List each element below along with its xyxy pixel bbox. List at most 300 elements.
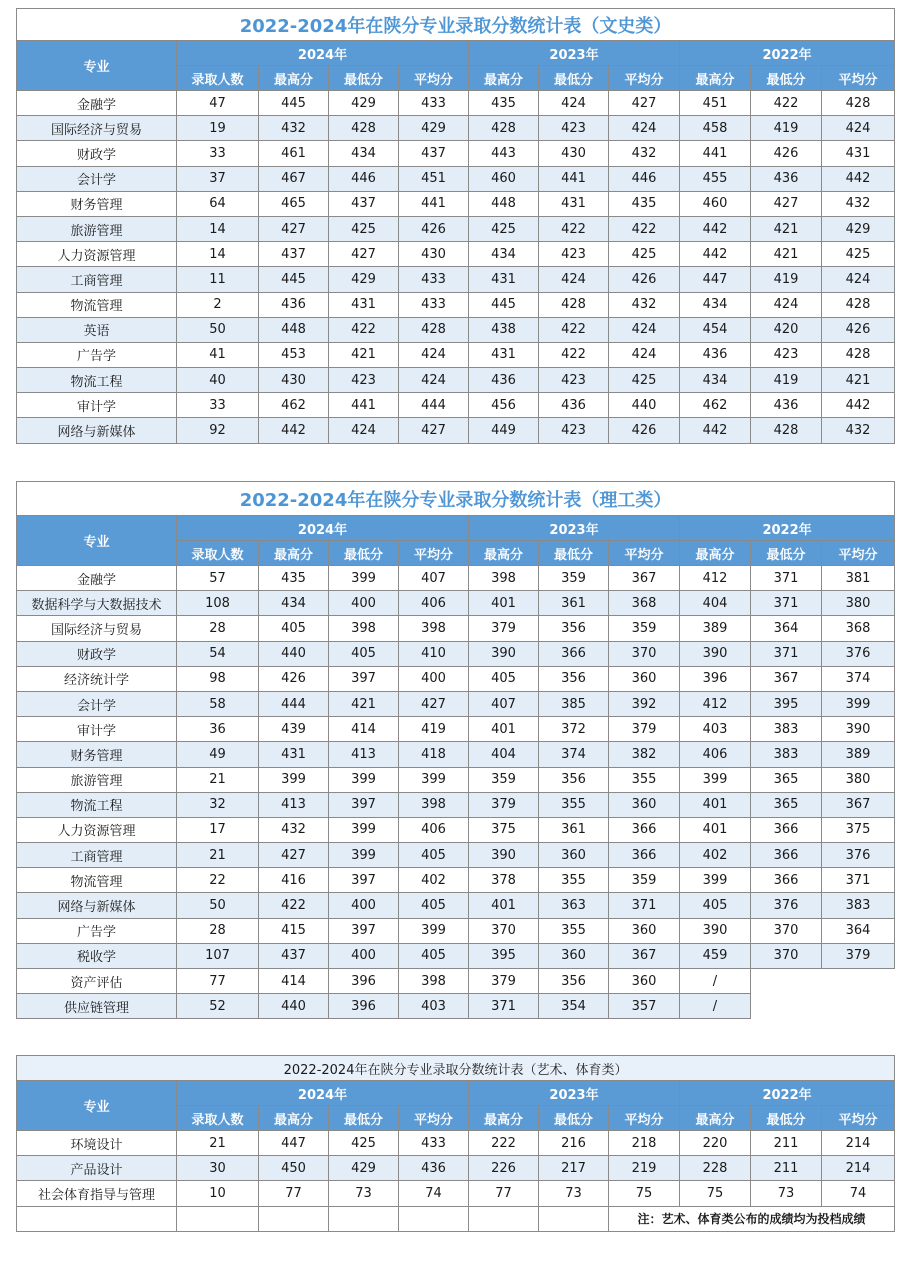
score-cell: 423: [329, 368, 399, 393]
empty-cell: [177, 1206, 259, 1231]
score-cell: 422: [329, 317, 399, 342]
score-cell: 359: [469, 767, 539, 792]
year-2024-header: 2024年: [177, 516, 469, 541]
score-cell: 422: [539, 317, 609, 342]
score-cell: 379: [609, 717, 680, 742]
year-2024-header: 2024年: [177, 41, 469, 66]
score-cell: 449: [469, 418, 539, 443]
major-name-cell: 经济统计学: [17, 666, 177, 691]
major-name-cell: 资产评估: [17, 969, 177, 994]
score-cell: 440: [259, 641, 329, 666]
score-cell: 360: [539, 843, 609, 868]
score-cell: 389: [680, 616, 751, 641]
table-row: [17, 566, 895, 591]
score-cell: 385: [539, 691, 609, 716]
score-cell: 427: [751, 191, 822, 216]
arts-sports-table-block: [16, 1055, 894, 1232]
major-name-cell: 金融学: [17, 91, 177, 116]
avg-column-header: 平均分: [399, 1106, 469, 1131]
score-cell: 366: [751, 817, 822, 842]
score-cell: 367: [609, 566, 680, 591]
score-cell: 427: [329, 242, 399, 267]
score-cell: 429: [822, 216, 895, 241]
score-cell: 426: [609, 267, 680, 292]
score-cell: 376: [822, 843, 895, 868]
score-cell: 98: [177, 666, 259, 691]
score-cell: 436: [751, 393, 822, 418]
score-cell: 460: [469, 166, 539, 191]
score-cell: 438: [469, 317, 539, 342]
score-cell: 433: [399, 292, 469, 317]
score-cell: 458: [680, 116, 751, 141]
score-cell: 219: [609, 1156, 680, 1181]
score-cell: 442: [822, 166, 895, 191]
score-cell: 77: [469, 1181, 539, 1206]
score-cell: 401: [469, 717, 539, 742]
score-cell: 437: [259, 242, 329, 267]
table-row: [17, 116, 895, 141]
score-cell: 459: [680, 943, 751, 968]
note-row: [17, 1206, 895, 1231]
score-cell: 426: [609, 418, 680, 443]
score-cell: 397: [329, 792, 399, 817]
score-cell: 378: [469, 868, 539, 893]
table-row: [17, 666, 895, 691]
score-cell: 445: [469, 292, 539, 317]
score-cell: 33: [177, 393, 259, 418]
score-cell: 365: [751, 767, 822, 792]
score-cell: 437: [329, 191, 399, 216]
score-cell: 424: [751, 292, 822, 317]
score-cell: 401: [680, 792, 751, 817]
avg-column-header: 平均分: [822, 1106, 895, 1131]
score-cell: 370: [751, 918, 822, 943]
score-cell: 356: [539, 767, 609, 792]
score-cell: 426: [259, 666, 329, 691]
score-cell: 439: [259, 717, 329, 742]
score-cell: 431: [329, 292, 399, 317]
score-cell: 419: [399, 717, 469, 742]
arts-sports-score-table: [16, 1055, 895, 1232]
score-cell: 398: [399, 792, 469, 817]
score-cell: 412: [680, 691, 751, 716]
score-cell: 405: [259, 616, 329, 641]
table-row: [17, 317, 895, 342]
min-column-header: 最低分: [329, 1106, 399, 1131]
score-cell: 407: [469, 691, 539, 716]
score-cell: 428: [469, 116, 539, 141]
score-cell: 444: [399, 393, 469, 418]
score-cell: 462: [259, 393, 329, 418]
score-cell: 437: [399, 141, 469, 166]
score-cell: 390: [680, 918, 751, 943]
score-cell: 367: [609, 943, 680, 968]
score-cell: 426: [751, 141, 822, 166]
score-cell: 429: [329, 1156, 399, 1181]
score-cell: 390: [822, 717, 895, 742]
score-cell: 401: [469, 591, 539, 616]
score-cell: 77: [259, 1181, 329, 1206]
score-cell: 424: [609, 317, 680, 342]
score-cell: 427: [399, 691, 469, 716]
score-cell: 37: [177, 166, 259, 191]
min-column-header: 最低分: [751, 541, 822, 566]
score-cell: 355: [539, 792, 609, 817]
score-cell: 107: [177, 943, 259, 968]
score-cell: 428: [329, 116, 399, 141]
score-cell: 429: [329, 267, 399, 292]
score-cell: 404: [680, 591, 751, 616]
score-cell: 220: [680, 1131, 751, 1156]
score-cell: 397: [329, 868, 399, 893]
table-row: [17, 994, 895, 1019]
score-cell: 450: [259, 1156, 329, 1181]
score-cell: 371: [751, 591, 822, 616]
score-cell: 390: [469, 843, 539, 868]
score-cell: 461: [259, 141, 329, 166]
score-cell: 422: [259, 893, 329, 918]
min-column-header: 最低分: [751, 1106, 822, 1131]
score-cell: 424: [609, 116, 680, 141]
score-cell: 425: [329, 216, 399, 241]
major-column-header: 专业: [17, 1081, 177, 1131]
major-column-header: 专业: [17, 41, 177, 91]
avg-column-header: 平均分: [609, 66, 680, 91]
score-cell: 451: [399, 166, 469, 191]
score-cell: 400: [329, 893, 399, 918]
score-cell: 28: [177, 918, 259, 943]
score-cell: 425: [469, 216, 539, 241]
score-cell: 424: [399, 368, 469, 393]
score-cell: 406: [399, 817, 469, 842]
score-cell: 389: [822, 742, 895, 767]
score-cell: 405: [469, 666, 539, 691]
score-cell: 421: [751, 242, 822, 267]
score-cell: 429: [329, 91, 399, 116]
score-cell: 422: [751, 91, 822, 116]
score-cell: 41: [177, 342, 259, 367]
score-cell: 402: [680, 843, 751, 868]
score-cell: 442: [822, 393, 895, 418]
score-cell: 392: [609, 691, 680, 716]
table-row: [17, 191, 895, 216]
score-cell: 433: [399, 1131, 469, 1156]
science-score-table: [16, 481, 895, 1019]
score-cell: 426: [399, 216, 469, 241]
score-cell: 422: [539, 216, 609, 241]
table-row: [17, 242, 895, 267]
score-cell: 424: [329, 418, 399, 443]
score-cell: 454: [680, 317, 751, 342]
avg-column-header: 平均分: [399, 66, 469, 91]
table-row: [17, 969, 895, 994]
empty-cell: [539, 1206, 609, 1231]
score-cell: 399: [329, 566, 399, 591]
score-cell: 397: [329, 918, 399, 943]
score-cell: 363: [539, 893, 609, 918]
min-column-header: 最低分: [329, 66, 399, 91]
score-cell: 14: [177, 242, 259, 267]
major-name-cell: 国际经济与贸易: [17, 116, 177, 141]
score-cell: 32: [177, 792, 259, 817]
score-cell: 21: [177, 1131, 259, 1156]
score-cell: 446: [329, 166, 399, 191]
score-cell: 434: [680, 292, 751, 317]
score-cell: 396: [329, 994, 399, 1019]
score-cell: 435: [469, 91, 539, 116]
table-title: 2022-2024年在陕分专业录取分数统计表（理工类）: [17, 482, 895, 516]
major-name-cell: 物流工程: [17, 368, 177, 393]
score-cell: 414: [259, 969, 329, 994]
score-cell: 397: [329, 666, 399, 691]
score-cell: 428: [399, 317, 469, 342]
score-cell: 448: [259, 317, 329, 342]
score-cell: 433: [399, 91, 469, 116]
score-cell: 371: [751, 641, 822, 666]
score-cell: 427: [609, 91, 680, 116]
major-name-cell: 工商管理: [17, 267, 177, 292]
table-title: 2022-2024年在陕分专业录取分数统计表（艺术、体育类）: [17, 1056, 895, 1081]
major-name-cell: 审计学: [17, 393, 177, 418]
score-cell: 436: [469, 368, 539, 393]
table-row: [17, 1131, 895, 1156]
table-row: [17, 267, 895, 292]
score-cell: 451: [680, 91, 751, 116]
score-cell: 73: [539, 1181, 609, 1206]
score-cell: 396: [680, 666, 751, 691]
major-name-cell: 物流工程: [17, 792, 177, 817]
admitted-column-header: 录取人数: [177, 541, 259, 566]
max-column-header: 最高分: [469, 66, 539, 91]
score-cell: 399: [680, 868, 751, 893]
score-cell: 52: [177, 994, 259, 1019]
max-column-header: 最高分: [469, 541, 539, 566]
table-row: [17, 868, 895, 893]
score-cell: 430: [399, 242, 469, 267]
score-cell: 366: [609, 843, 680, 868]
major-name-cell: 会计学: [17, 166, 177, 191]
score-cell: 426: [822, 317, 895, 342]
table-row: [17, 792, 895, 817]
score-cell: 33: [177, 141, 259, 166]
score-cell: 430: [539, 141, 609, 166]
score-cell: 399: [329, 843, 399, 868]
score-cell: 73: [329, 1181, 399, 1206]
avg-column-header: 平均分: [609, 541, 680, 566]
score-cell: 465: [259, 191, 329, 216]
score-cell: 442: [680, 242, 751, 267]
score-cell: 406: [399, 591, 469, 616]
score-cell: 360: [539, 943, 609, 968]
empty-cell: [399, 1206, 469, 1231]
score-cell: 74: [399, 1181, 469, 1206]
score-cell: 456: [469, 393, 539, 418]
score-cell: 355: [609, 767, 680, 792]
score-cell: 395: [469, 943, 539, 968]
score-cell: 436: [751, 166, 822, 191]
score-cell: 75: [609, 1181, 680, 1206]
table-row: [17, 943, 895, 968]
score-cell: 447: [680, 267, 751, 292]
score-cell: 398: [329, 616, 399, 641]
score-cell: 375: [469, 817, 539, 842]
max-column-header: 最高分: [259, 1106, 329, 1131]
score-cell: 431: [469, 342, 539, 367]
empty-cell: [259, 1206, 329, 1231]
score-cell: 214: [822, 1156, 895, 1181]
score-cell: 419: [751, 116, 822, 141]
score-cell: 2: [177, 292, 259, 317]
score-cell: 361: [539, 817, 609, 842]
score-cell: 359: [539, 566, 609, 591]
score-cell: 428: [822, 91, 895, 116]
score-cell: 399: [822, 691, 895, 716]
score-cell: 370: [609, 641, 680, 666]
score-cell: 367: [751, 666, 822, 691]
score-cell: 441: [680, 141, 751, 166]
score-cell: 467: [259, 166, 329, 191]
score-cell: 428: [539, 292, 609, 317]
score-cell: 50: [177, 893, 259, 918]
empty-cell: [329, 1206, 399, 1231]
score-cell: 366: [751, 868, 822, 893]
table-row: [17, 742, 895, 767]
max-column-header: 最高分: [680, 1106, 751, 1131]
major-name-cell: 广告学: [17, 918, 177, 943]
score-cell: 379: [469, 969, 539, 994]
score-cell: 413: [329, 742, 399, 767]
admitted-column-header: 录取人数: [177, 66, 259, 91]
major-name-cell: 物流管理: [17, 292, 177, 317]
score-cell: 423: [539, 242, 609, 267]
score-cell: 434: [680, 368, 751, 393]
major-name-cell: 财政学: [17, 141, 177, 166]
score-cell: 355: [539, 918, 609, 943]
avg-column-header: 平均分: [822, 541, 895, 566]
score-cell: 21: [177, 843, 259, 868]
year-2023-header: 2023年: [469, 516, 680, 541]
year-2023-header: 2023年: [469, 41, 680, 66]
table-row: [17, 418, 895, 443]
table-title: 2022-2024年在陕分专业录取分数统计表（文史类）: [17, 9, 895, 41]
score-cell: 365: [751, 792, 822, 817]
score-cell: 435: [609, 191, 680, 216]
score-cell: 399: [259, 767, 329, 792]
score-cell: 462: [680, 393, 751, 418]
table-row: [17, 292, 895, 317]
score-cell: 419: [751, 368, 822, 393]
score-cell: 360: [609, 969, 680, 994]
score-cell: 396: [329, 969, 399, 994]
score-cell: /: [680, 994, 751, 1019]
score-cell: 28: [177, 616, 259, 641]
score-cell: 354: [539, 994, 609, 1019]
score-cell: 360: [609, 918, 680, 943]
score-cell: 444: [259, 691, 329, 716]
score-cell: 413: [259, 792, 329, 817]
score-cell: 361: [539, 591, 609, 616]
score-cell: 376: [822, 641, 895, 666]
score-cell: 446: [609, 166, 680, 191]
table-row: [17, 893, 895, 918]
score-cell: 424: [609, 342, 680, 367]
score-cell: 424: [822, 267, 895, 292]
score-cell: 382: [609, 742, 680, 767]
score-cell: 432: [259, 817, 329, 842]
score-cell: 404: [469, 742, 539, 767]
score-cell: 432: [609, 292, 680, 317]
score-cell: 440: [609, 393, 680, 418]
score-cell: 406: [680, 742, 751, 767]
table-row: [17, 91, 895, 116]
score-cell: 433: [399, 267, 469, 292]
score-cell: 422: [539, 342, 609, 367]
score-cell: 383: [751, 742, 822, 767]
major-name-cell: 环境设计: [17, 1131, 177, 1156]
score-cell: 10: [177, 1181, 259, 1206]
score-cell: 368: [609, 591, 680, 616]
score-cell: 211: [751, 1131, 822, 1156]
score-cell: 427: [399, 418, 469, 443]
score-cell: 410: [399, 641, 469, 666]
score-cell: 211: [751, 1156, 822, 1181]
score-cell: 226: [469, 1156, 539, 1181]
score-cell: 400: [329, 943, 399, 968]
score-cell: 228: [680, 1156, 751, 1181]
year-2024-header: 2024年: [177, 1081, 469, 1106]
score-cell: 64: [177, 191, 259, 216]
admitted-column-header: 录取人数: [177, 1106, 259, 1131]
score-cell: 356: [539, 666, 609, 691]
score-cell: 371: [822, 868, 895, 893]
table-row: [17, 843, 895, 868]
score-cell: 403: [680, 717, 751, 742]
score-cell: 441: [399, 191, 469, 216]
score-cell: 370: [751, 943, 822, 968]
score-cell: 431: [822, 141, 895, 166]
score-cell: 423: [539, 418, 609, 443]
liberal-arts-table-block: [16, 8, 894, 444]
score-cell: 14: [177, 216, 259, 241]
score-cell: 390: [680, 641, 751, 666]
score-cell: 366: [609, 817, 680, 842]
score-cell: 49: [177, 742, 259, 767]
score-cell: 74: [822, 1181, 895, 1206]
score-cell: 402: [399, 868, 469, 893]
score-cell: 400: [329, 591, 399, 616]
score-cell: 427: [259, 843, 329, 868]
major-name-cell: 旅游管理: [17, 216, 177, 241]
score-cell: 430: [259, 368, 329, 393]
score-cell: 442: [680, 418, 751, 443]
max-column-header: 最高分: [680, 541, 751, 566]
score-cell: 50: [177, 317, 259, 342]
score-cell: 58: [177, 691, 259, 716]
score-cell: 436: [680, 342, 751, 367]
major-name-cell: 供应链管理: [17, 994, 177, 1019]
score-cell: 379: [469, 792, 539, 817]
score-cell: 431: [469, 267, 539, 292]
score-cell: 218: [609, 1131, 680, 1156]
score-cell: 21: [177, 767, 259, 792]
score-cell: 445: [259, 91, 329, 116]
score-cell: 420: [751, 317, 822, 342]
min-column-header: 最低分: [539, 541, 609, 566]
score-cell: 371: [609, 893, 680, 918]
score-cell: 425: [329, 1131, 399, 1156]
score-cell: 360: [609, 792, 680, 817]
score-cell: 432: [822, 418, 895, 443]
